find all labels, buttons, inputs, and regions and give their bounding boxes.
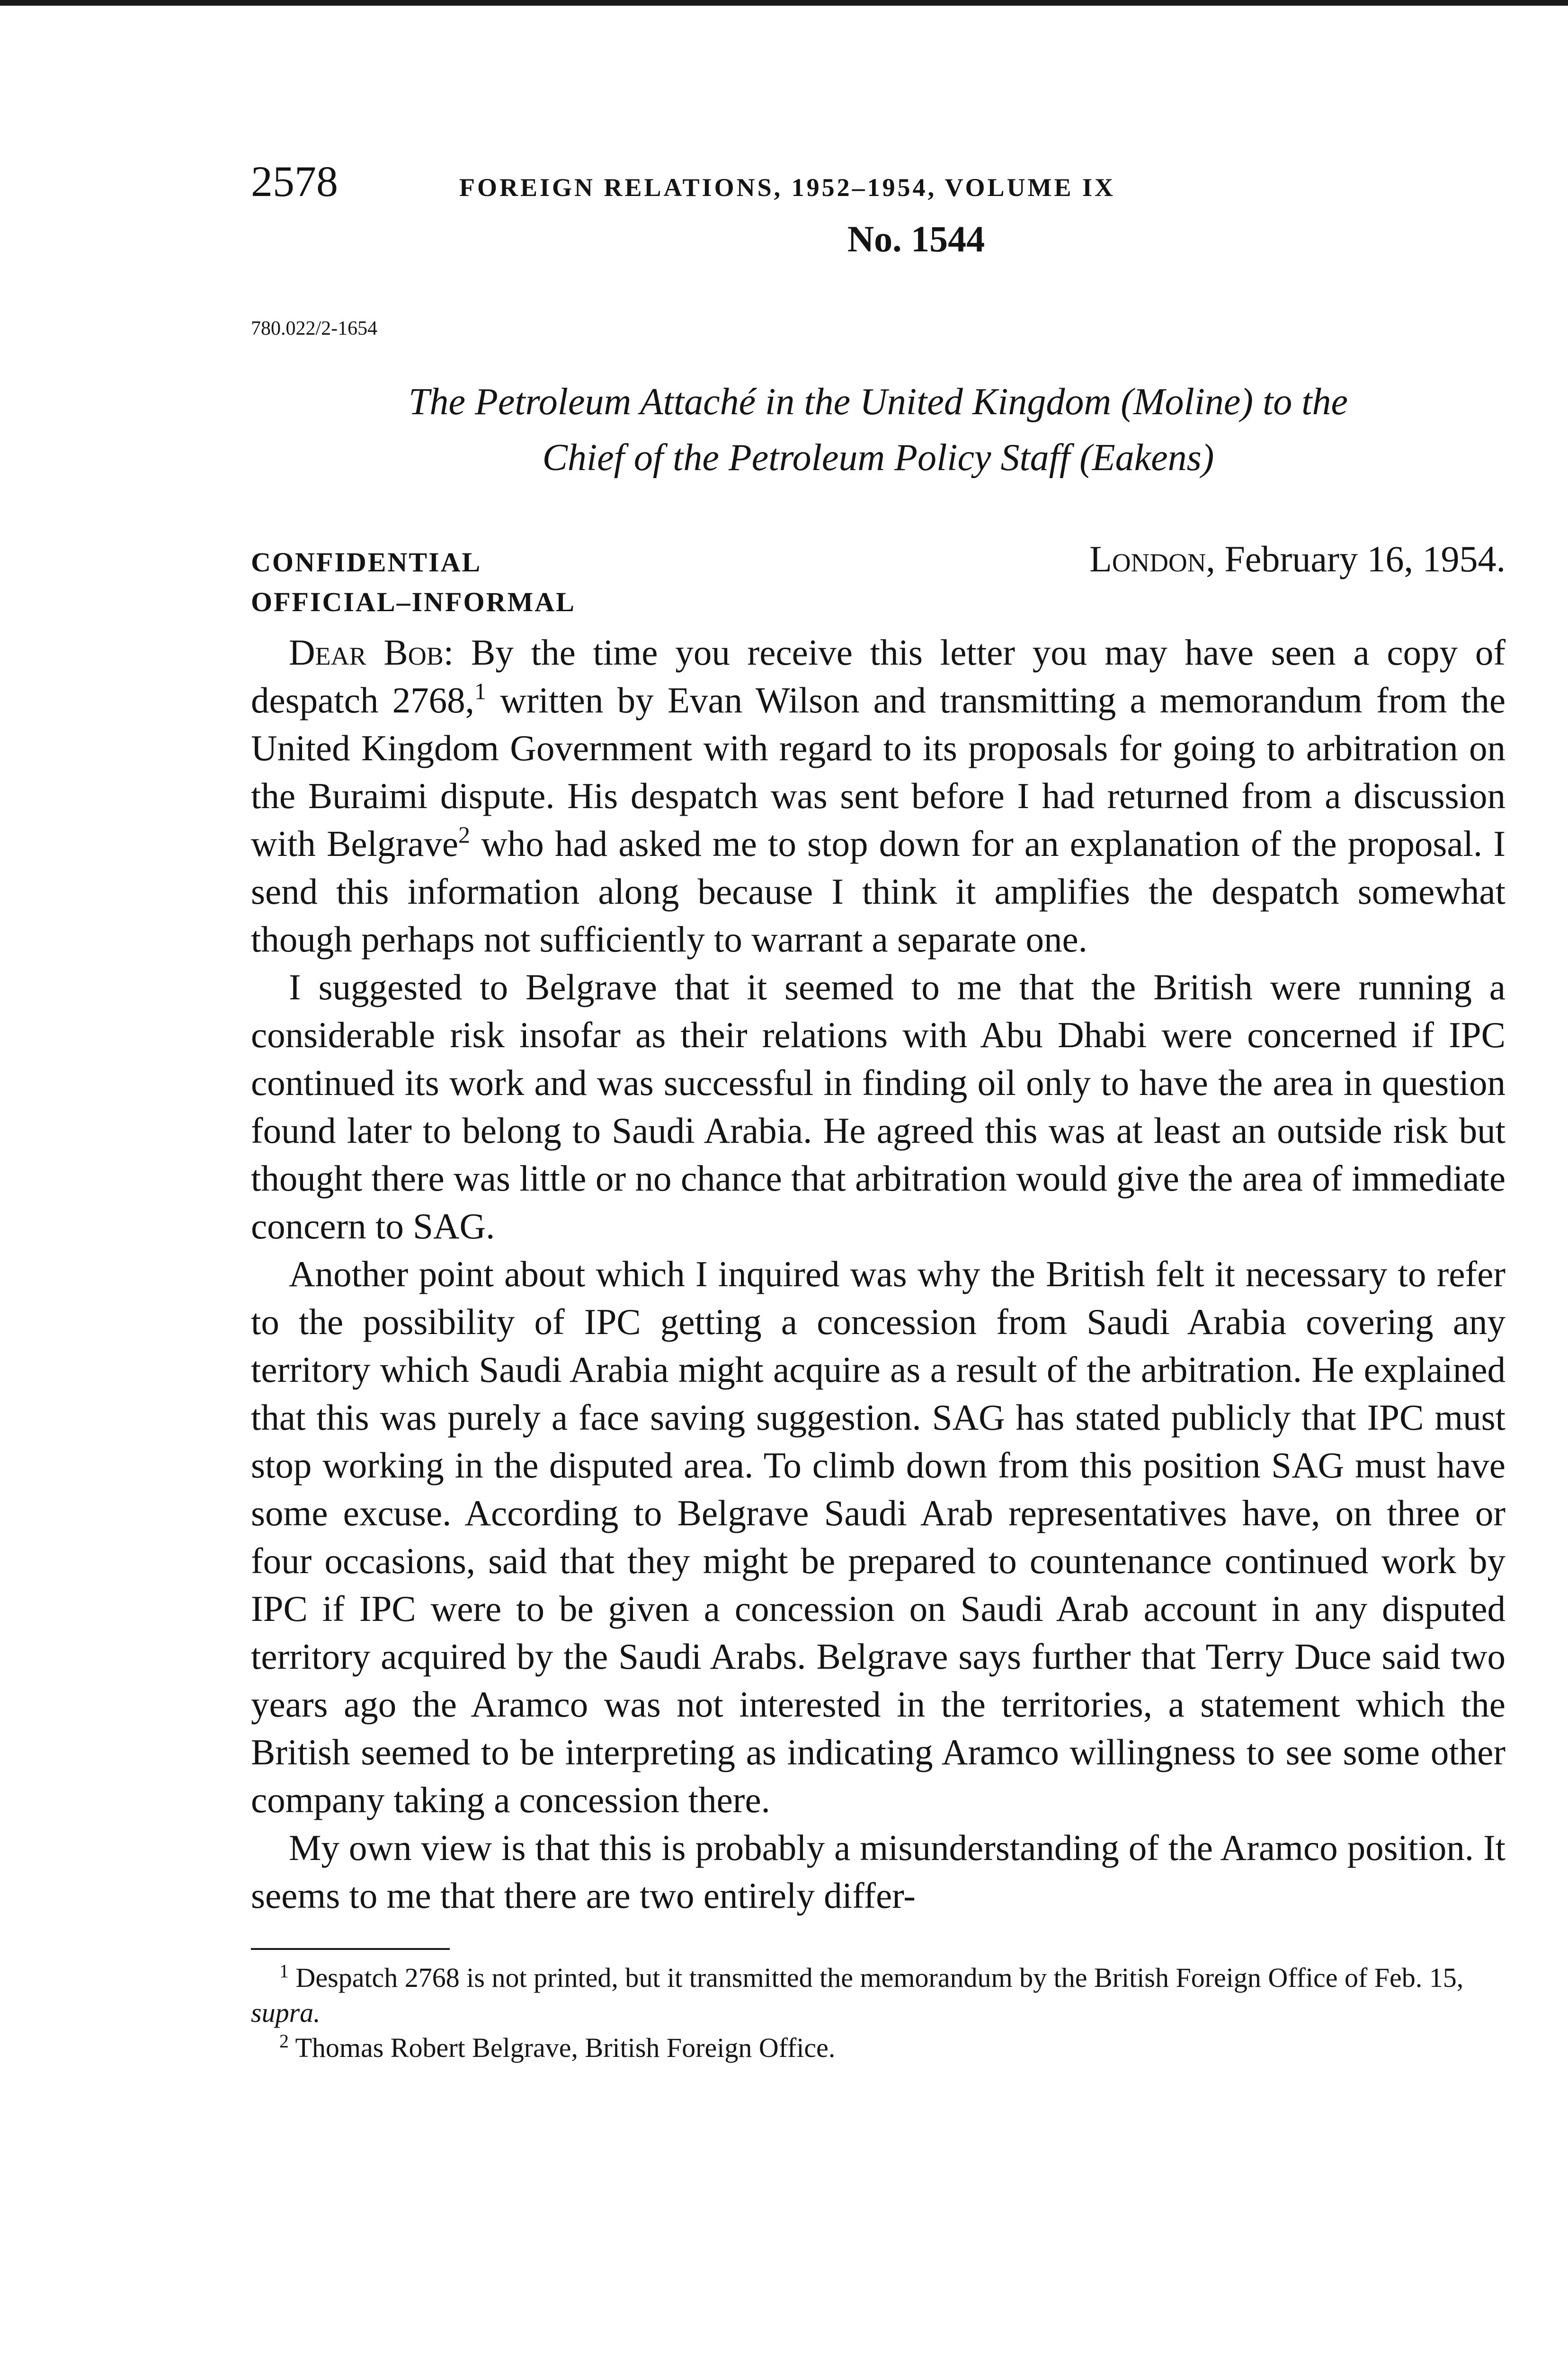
paragraph-1-part-a: By the time you receive this letter you may have seen a copy of despatch 2768, <box>251 632 1506 721</box>
salutation: Dear Bob: <box>289 632 454 673</box>
classification-block <box>251 543 576 622</box>
classification-confidential: CONFIDENTIAL <box>251 547 482 578</box>
paragraph-4: My own view is that this is probably a misunderstanding of the Aramco position. It seems to me that there are two entirely differ- <box>251 1827 1506 1916</box>
footnote-ref-1: 1 <box>474 678 486 704</box>
footnote-1 <box>251 1960 1506 2030</box>
paragraph-2: I suggested to Belgrave that it seemed to me that the British were running a considerable risk insofar as their relations with Abu Dhabi were concerned if IPC continued its work and was successful in finding oil only to have the area in question found later to belong to Saudi Arabia. He agreed this was at least an outside risk but thought there was little or no chance that arbitration would give the area of immediate concern to SAG. <box>251 967 1506 1246</box>
dateline-city: London, <box>1089 538 1215 579</box>
footnote-1-text: Despatch 2768 is not printed, but it transmitted the memorandum by the British Foreign Office of Feb. 15, <box>295 1962 1464 1993</box>
document-heading <box>251 374 1506 486</box>
footnotes <box>251 1960 1506 2065</box>
footnote-1-supra: supra. <box>251 1997 321 2028</box>
paragraph-3: Another point about which I inquired was why the British felt it necessary to refer to the possibility of IPC getting a concession from Saudi Arabia covering any territory which Saudi Arabia might acquire as a result of the arbitration. He explained that this was purely a face saving suggestion. SAG has stated publicly that IPC must stop working in the disputed area. To climb down from this position SAG must have some excuse. According to Belgrave Saudi Arab representatives have, on three or four occasions, said that they might be prepared to countenance continued work by IPC if IPC were to be given a concession on Saudi Arab account in any disputed territory acquired by the Saudi Arabs. Belgrave says further that Terry Duce said two years ago the Aramco was not interested in the territories, a statement which the British seemed to be interpreting as indicating Aramco willingness to see some other company taking a concession there. <box>251 1254 1506 1820</box>
top-edge-rule <box>0 0 1568 6</box>
footnote-2 <box>251 2030 1506 2065</box>
footnote-2-text: Thomas Robert Belgrave, British Foreign Office. <box>295 2032 836 2063</box>
running-title: FOREIGN RELATIONS, 1952–1954, VOLUME IX <box>459 173 1116 202</box>
dateline <box>1089 538 1506 580</box>
classification-and-dateline <box>251 538 1506 622</box>
footnote-2-mark: 2 <box>279 2030 289 2052</box>
footnote-ref-2: 2 <box>458 821 470 848</box>
heading-line-2: Chief of the Petroleum Policy Staff (Eakens) <box>542 437 1214 479</box>
page-number: 2578 <box>251 157 338 205</box>
classification-official-informal: OFFICIAL–INFORMAL <box>251 587 576 617</box>
paragraph-1-part-b: written by Evan Wilson and transmitting a memorandum from the United Kingdom Government with regard to its proposals for going to arbitration on the Buraimi dispute. His despatch was sent before I had returned from a discussion with Belgrave <box>251 680 1506 864</box>
letter-body <box>251 629 1506 1920</box>
heading-line-1: The Petroleum Attaché in the United Kingdom (Moline) to the <box>408 381 1348 423</box>
paragraph-1 <box>251 629 1506 963</box>
dateline-date: February 16, 1954. <box>1224 538 1506 579</box>
running-header <box>251 156 1506 213</box>
document-page <box>251 156 1506 2065</box>
footnote-divider <box>251 1948 450 1950</box>
footnote-1-mark: 1 <box>279 1960 289 1982</box>
file-number: 780.022/2-1654 <box>251 318 378 339</box>
document-number: No. 1544 <box>847 218 985 259</box>
paragraph-1-part-c: who had asked me to stop down for an explanation of the proposal. I send this information along because I think it amplifies the despatch somewhat though perhaps not sufficiently to warrant a separate one. <box>251 823 1506 960</box>
